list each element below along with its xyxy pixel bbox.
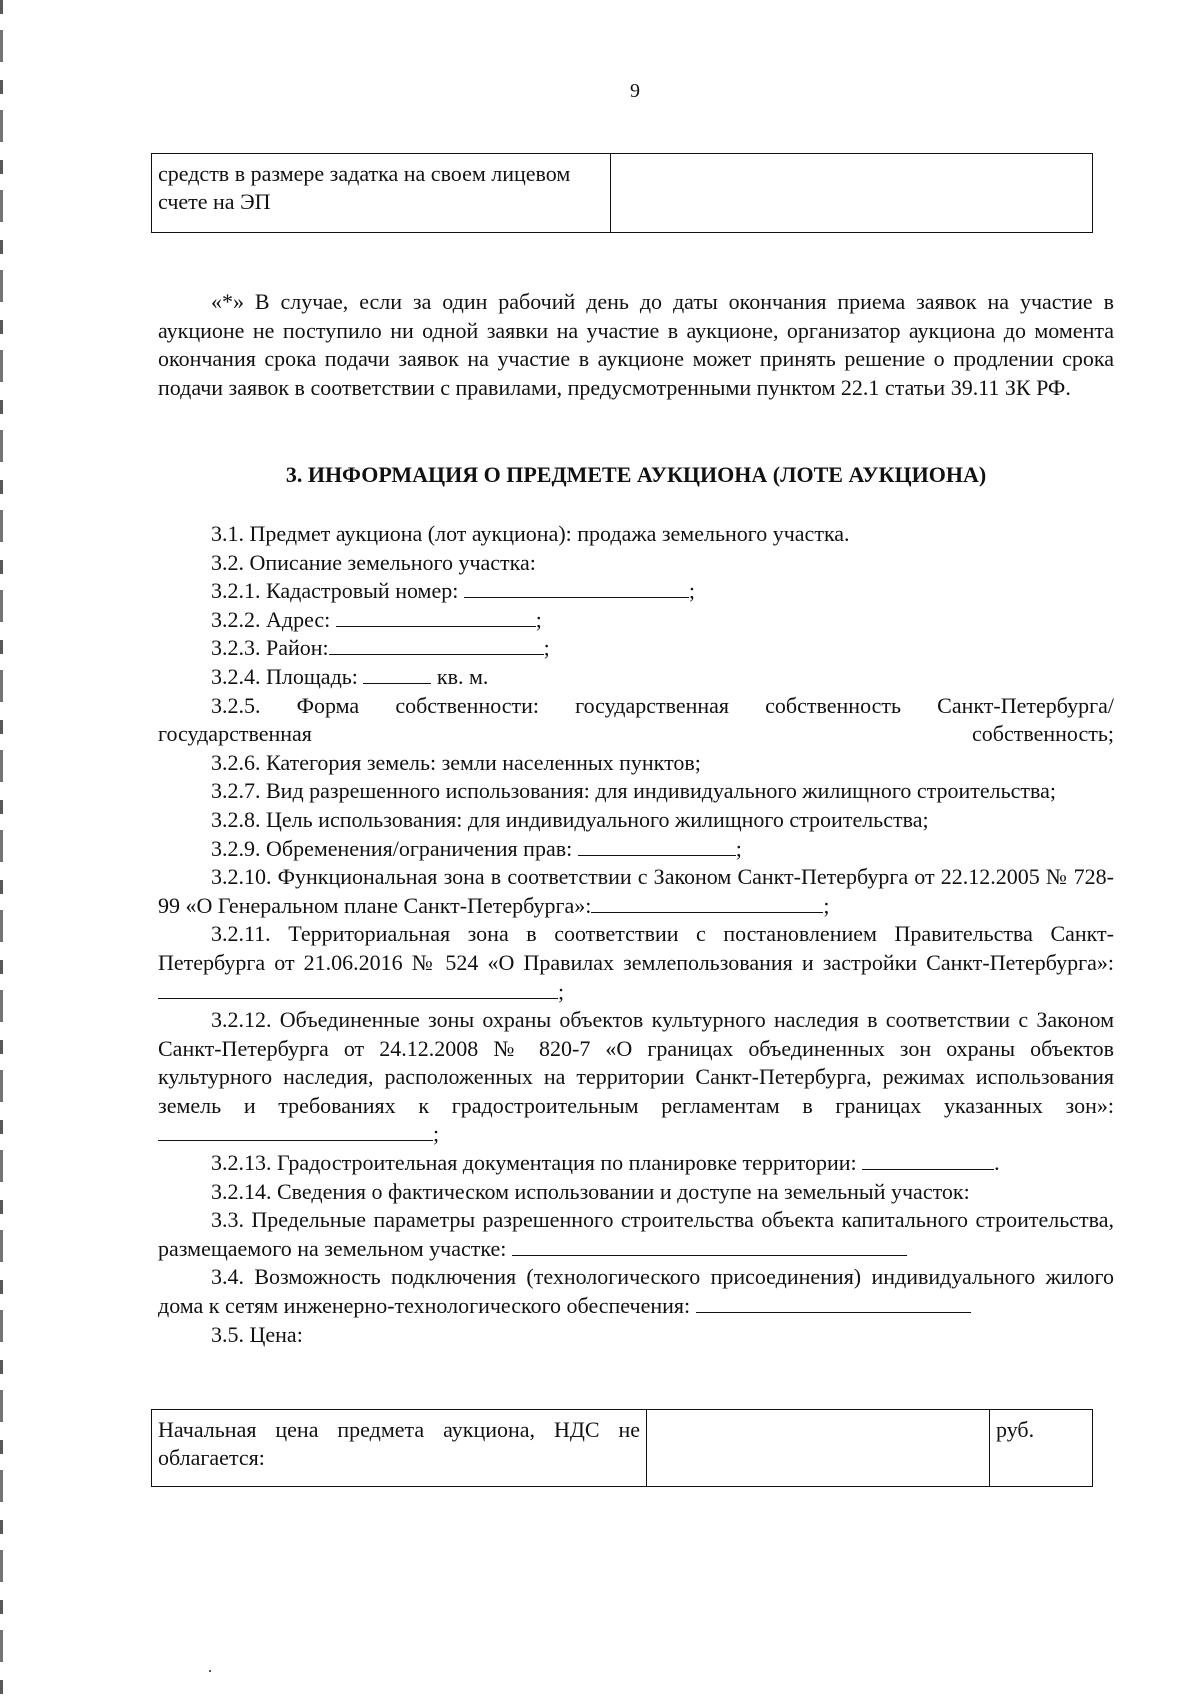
- blank-line: [591, 892, 823, 913]
- item-label: 3.2.12. Объединенные зоны охраны объектов культурного наследия в соответствии с Законом Санкт-Петербурга от 24.12.2008 № 820-7 «О границах объединенных зон охраны объектов культурного наследия, расположенных на территории Санкт-Петербурга, режимах использования земель и требованиях к градостроительным регламентам в границах указанных зон»:: [158, 1007, 1114, 1118]
- scan-edge-artifact: [0, 0, 3, 1696]
- item-3-2-14: 3.2.14. Сведения о фактическом использовании и доступе на земельный участок:: [211, 1178, 970, 1204]
- blank-line: [329, 634, 544, 655]
- item-punct: ;: [535, 606, 542, 632]
- blank-line: [363, 663, 431, 684]
- item-punct: .: [994, 1150, 1000, 1176]
- item-3-2-2: [158, 606, 1114, 635]
- blank-line: [464, 577, 689, 598]
- price-value-cell: [647, 1410, 990, 1487]
- item-punct: ;: [558, 978, 565, 1004]
- item-3-2-12: [158, 1006, 1114, 1149]
- item-label: 3.4. Возможность подключения (технологического присоединения) индивидуального жилого дома к сетям инженерно-технологического обеспечения:: [158, 1264, 1114, 1319]
- section-body: [158, 520, 1114, 1349]
- item-label: 3.2.11. Территориальная зона в соответствии с постановлением Правительства Санкт-Петербурга от 21.06.2016 № 524 «О Правилах землепользования и застройки Санкт-Петербурга»:: [158, 921, 1114, 975]
- item-3-2-13: [158, 1149, 1114, 1178]
- item-label: 3.2.3. Район:: [211, 635, 329, 661]
- item-punct: ;: [735, 835, 742, 861]
- blank-line: [696, 1292, 971, 1313]
- item-3-2-1: [158, 577, 1114, 606]
- table-row: [152, 154, 1093, 233]
- item-3-4: [158, 1263, 1114, 1320]
- blank-line: [862, 1149, 994, 1170]
- item-3-5: 3.5. Цена:: [211, 1321, 303, 1347]
- section-title: 3. ИНФОРМАЦИЯ О ПРЕДМЕТЕ АУКЦИОНА (ЛОТЕ АУКЦИОНА): [285, 462, 987, 487]
- price-label-cell: Начальная цена предмета аукциона, НДС не облагается:: [152, 1410, 647, 1487]
- item-unit: кв. м.: [436, 663, 489, 689]
- item-3-2-6: 3.2.6. Категория земель: земли населенных пунктов;: [211, 749, 701, 775]
- item-3-3: [158, 1206, 1114, 1263]
- table-row: [152, 1410, 1093, 1487]
- item-3-1: 3.1. Предмет аукциона (лот аукциона): продажа земельного участка.: [211, 521, 850, 546]
- price-table: [151, 1409, 1093, 1487]
- item-3-2-10: [158, 863, 1114, 920]
- item-label: 3.3. Предельные параметры разрешенного строительства объекта капитального строительства, размещаемого на земельном участке:: [158, 1207, 1114, 1261]
- item-label: 3.2.13. Градостроительная документация по планировке территории:: [211, 1150, 857, 1176]
- blank-line: [512, 1235, 907, 1256]
- item-label: 3.2.10. Функциональная зона в соответствии с Законом Санкт-Петербурга от 22.12.2005 № 728-99 «О Генеральном плане Санкт-Петербурга»:: [158, 864, 1114, 918]
- item-3-2: 3.2. Описание земельного участка:: [211, 549, 536, 575]
- item-punct: ;: [543, 635, 550, 661]
- item-3-2-8: 3.2.8. Цель использования: для индивидуального жилищного строительства;: [211, 806, 929, 832]
- item-label: 3.2.2. Адрес:: [211, 606, 331, 632]
- top-table: [151, 153, 1093, 233]
- scan-speck: [209, 1670, 211, 1672]
- price-currency-cell: руб.: [990, 1410, 1093, 1487]
- item-label: 3.2.9. Обременения/ограничения прав:: [211, 835, 573, 861]
- item-punct: ;: [688, 578, 695, 604]
- item-3-2-11: [158, 920, 1114, 1006]
- page-number: 9: [630, 80, 640, 102]
- top-table-left-cell: средств в размере задатка на своем лицевом счете на ЭП: [152, 154, 611, 233]
- item-punct: ;: [823, 892, 830, 918]
- note-paragraph: «*» В случае, если за один рабочий день до даты окончания приема заявок на участие в аукционе не поступило ни одной заявки на участие в аукционе, организатор аукциона до момента окончания срока подачи заявок на участие в аукционе может принять решение о продлении срока подачи заявок в соответствии с правилами, предусмотренными пунктом 22.1 статьи 39.11 ЗК РФ.: [158, 289, 1114, 400]
- blank-line: [158, 1120, 433, 1141]
- top-table-right-cell: [611, 154, 1093, 233]
- item-3-2-7: 3.2.7. Вид разрешенного использования: для индивидуального жилищного строительства;: [211, 778, 1056, 804]
- blank-line: [336, 606, 536, 627]
- item-3-2-5: 3.2.5. Форма собственности: государственная собственность Санкт-Петербурга/государственная собственность;: [158, 692, 1114, 747]
- item-label: 3.2.4. Площадь:: [211, 663, 358, 689]
- note-block: [158, 288, 1114, 402]
- item-punct: ;: [433, 1121, 440, 1147]
- blank-line: [158, 978, 558, 999]
- blank-line: [578, 835, 736, 856]
- item-3-2-9: [158, 835, 1114, 864]
- item-label: 3.2.1. Кадастровый номер:: [211, 578, 459, 604]
- item-3-2-4: [158, 663, 1114, 692]
- item-3-2-3: [158, 634, 1114, 663]
